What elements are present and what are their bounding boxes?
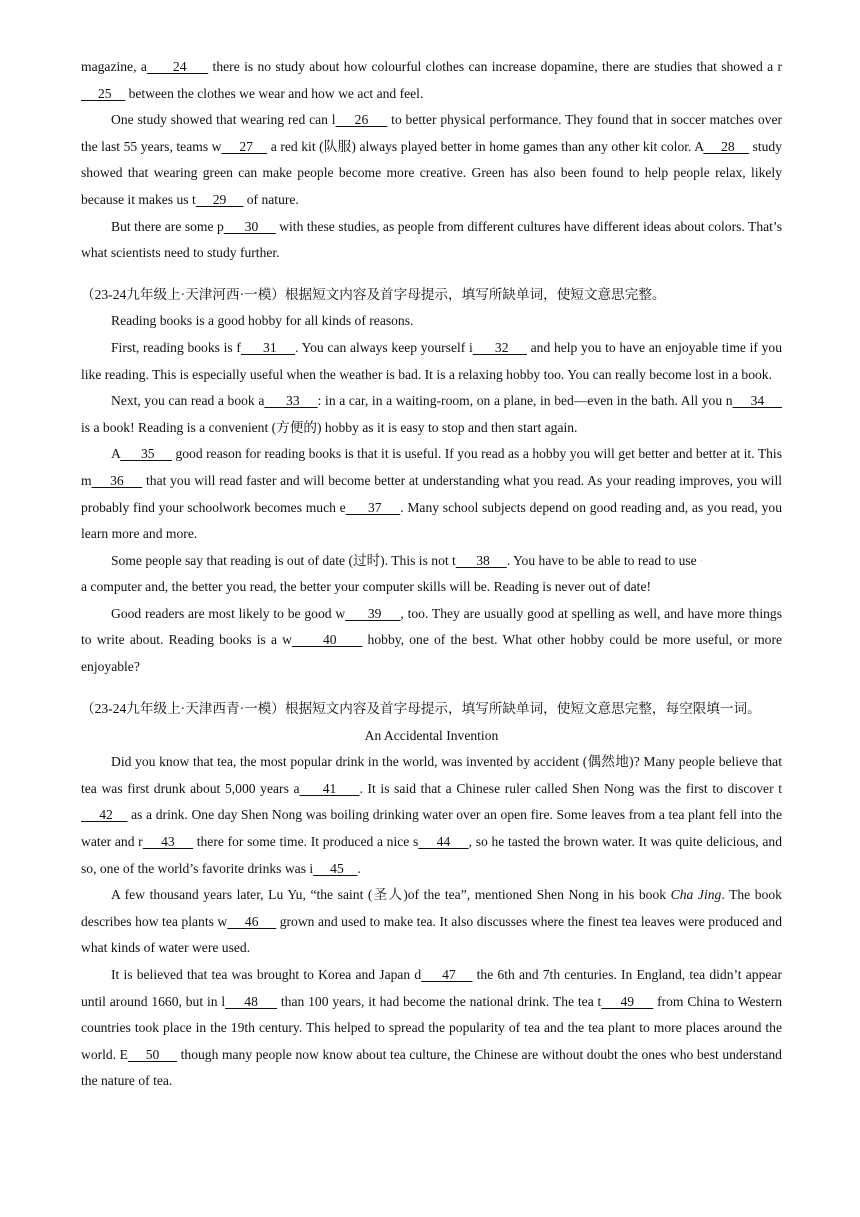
paragraph-reading-useful xyxy=(81,441,782,547)
passage-text: But there are some p xyxy=(111,218,224,234)
passage-text: and help you to have an enjoyable time if you like reading. This is especially useful when the weather is bad. It is a relaxing hobby too. You can really become lost in a book. xyxy=(81,339,783,382)
passage-text: . xyxy=(357,860,361,876)
passage-text: from China to Western countries took place in the 19th century. This helped to spread the popularity of tea and the tea plant to more places around the world. E xyxy=(81,993,782,1062)
paragraph-tea-lu-yu xyxy=(81,882,782,962)
passage-text: than 100 years, it had become the national drink. The tea t xyxy=(277,993,602,1009)
passage-text: a red kit (队服) always played better in home games than any other kit color. A xyxy=(267,138,704,154)
passage-text: Reading books is a good hobby for all kinds of reasons. xyxy=(111,313,414,329)
paragraph-red-green xyxy=(81,107,782,213)
passage-text: magazine, a xyxy=(81,59,147,74)
passage-text: Good readers are most likely to be good w xyxy=(111,605,346,621)
paragraph-reading-writers xyxy=(81,601,782,681)
passage-text: , too. They are usually good at spelling as well, and have more things to write about. Reading books is a w xyxy=(81,605,782,648)
answer-blank[interactable]: 30 xyxy=(223,218,276,234)
passage-text: that you will read faster and will become better at understanding what you read. As your reading improves, you will probably find your schoolwork becomes much e xyxy=(81,472,783,515)
passage-text: with these studies, as people from different cultures have different ideas about colors. That’s what scientists need to study further. xyxy=(81,218,782,261)
answer-blank[interactable]: 27 xyxy=(221,138,268,154)
exercise-header-hexi: （23-24九年级上·天津河西·一模）根据短文内容及首字母提示，填写所缺单词，使短文意思完整。 xyxy=(81,286,666,302)
answer-blank[interactable]: 47 xyxy=(421,967,473,982)
answer-blank[interactable]: 29 xyxy=(195,191,244,207)
answer-blank[interactable]: 48 xyxy=(225,993,278,1009)
answer-blank[interactable]: 45 xyxy=(313,860,358,876)
passage-text: . The book describes how tea plants w xyxy=(81,887,782,929)
passage-text: hobby, one of the best. What other hobby could be more useful, or more enjoyable? xyxy=(81,632,782,675)
answer-blank[interactable]: 26 xyxy=(335,112,388,128)
passage-text: , so he tasted the brown water. It was quite delicious, and so, one of the world’s favorite drinks was i xyxy=(81,834,782,876)
answer-blank[interactable]: 37 xyxy=(345,499,401,515)
exercise-header-xiqing: （23-24九年级上·天津西青·一模）根据短文内容及首字母提示，填写所缺单词，使短文意思完整，每空限填一词。 xyxy=(81,700,761,716)
passage-text: good reason for reading books is that it is useful. If you read as a hobby you will get better and better at it. This m xyxy=(81,446,782,488)
book-title: Cha Jing xyxy=(670,887,722,903)
passage-text: . You have to be able to read to use xyxy=(506,552,701,568)
passage-text: : in a car, in a waiting-room, on a plane, in bed—even in the bath. All you n xyxy=(317,393,733,409)
paragraph-tea-spread xyxy=(81,962,782,1095)
passage-text: Did you know that tea, the most popular drink in the world, was invented by accident (偶然地)? Many people believe that tea was first drunk about 5,000 years a xyxy=(81,754,782,796)
passage-text: there is no study about how colourful clothes can increase dopamine, there are studies that showed a r xyxy=(208,59,782,74)
answer-blank[interactable]: 46 xyxy=(227,913,277,929)
answer-blank[interactable]: 24 xyxy=(146,59,209,74)
paragraph-problems xyxy=(81,214,782,267)
answer-blank[interactable]: 35 xyxy=(120,446,172,462)
passage-text: between the clothes we wear and how we act and feel. xyxy=(125,85,424,101)
passage-text: Next, you can read a book a xyxy=(111,393,265,409)
passage-text: It is believed that tea was brought to Korea and Japan d xyxy=(111,967,422,982)
paragraph-colour-clothes-end xyxy=(81,54,782,107)
answer-blank[interactable]: 44 xyxy=(418,834,469,850)
answer-blank[interactable]: 28 xyxy=(703,138,749,154)
passage-text: a computer and, the better you read, the better your computer skills will be. Reading is never out of date! xyxy=(81,579,652,595)
answer-blank[interactable]: 38 xyxy=(455,552,507,568)
paragraph-reading-intro xyxy=(81,308,782,335)
passage-text: there for some time. It produced a nice s xyxy=(193,834,419,850)
answer-blank[interactable]: 25 xyxy=(81,85,126,101)
passage-text: . It is said that a Chinese ruler called Shen Nong was the first to discover t xyxy=(359,780,783,796)
passage-text: of nature. xyxy=(243,191,299,207)
answer-blank[interactable]: 34 xyxy=(732,393,782,409)
passage-text: . You can always keep yourself i xyxy=(295,339,473,355)
passage-text: though many people now know about tea culture, the Chinese are without doubt the ones who best understand the nature of tea. xyxy=(81,1046,782,1089)
passage-text: as a drink. One day Shen Nong was boiling drinking water over an open fire. Some leaves from a tea plant fell into the water and r xyxy=(81,807,782,850)
answer-blank[interactable]: 43 xyxy=(142,834,194,850)
answer-blank[interactable]: 36 xyxy=(91,472,143,488)
answer-blank[interactable]: 42 xyxy=(81,807,128,823)
paragraph-reading-out-of-date xyxy=(81,548,782,601)
answer-blank[interactable]: 33 xyxy=(264,393,318,409)
passage-text: A few thousand years later, Lu Yu, “the saint (圣人)of the tea”, mentioned Shen Nong in his book xyxy=(111,887,671,903)
answer-blank[interactable]: 31 xyxy=(240,339,296,355)
paragraph-tea-origin xyxy=(81,749,782,882)
answer-blank[interactable]: 40 xyxy=(291,632,363,648)
passage-text: grown and used to make tea. It also discusses where the finest tea leaves were produced and what kinds of water were used. xyxy=(81,913,783,956)
paragraph-reading-first xyxy=(81,335,782,388)
passage-text: study showed that wearing green can make people become more creative. Green has also been found to help people relax, likely because it makes us t xyxy=(81,138,782,207)
worksheet-page xyxy=(81,54,782,1095)
answer-blank[interactable]: 39 xyxy=(345,605,401,621)
passage-text: Some people say that reading is out of date (过时). This is not t xyxy=(111,552,456,568)
passage-text: One study showed that wearing red can l xyxy=(111,112,336,128)
passage-text: is a book! Reading is a convenient (方便的) hobby as it is easy to stop and then start again. xyxy=(81,419,578,435)
passage-title: An Accidental Invention xyxy=(364,728,499,744)
paragraph-reading-next xyxy=(81,388,782,441)
passage-text: First, reading books is f xyxy=(111,339,241,355)
passage-text: A xyxy=(111,446,121,462)
answer-blank[interactable]: 41 xyxy=(299,780,360,796)
passage-text: . Many school subjects depend on good reading and, as you read, you learn more and more. xyxy=(81,499,782,542)
passage-text: the 6th and 7th centuries. In England, tea didn’t appear until around 1660, but in l xyxy=(81,967,782,1009)
answer-blank[interactable]: 32 xyxy=(472,339,527,355)
answer-blank[interactable]: 50 xyxy=(127,1046,178,1062)
answer-blank[interactable]: 49 xyxy=(601,993,654,1009)
passage-text: to better physical performance. They found that in soccer matches over the last 55 years, teams w xyxy=(81,112,783,154)
line-mark: · xyxy=(700,555,704,566)
